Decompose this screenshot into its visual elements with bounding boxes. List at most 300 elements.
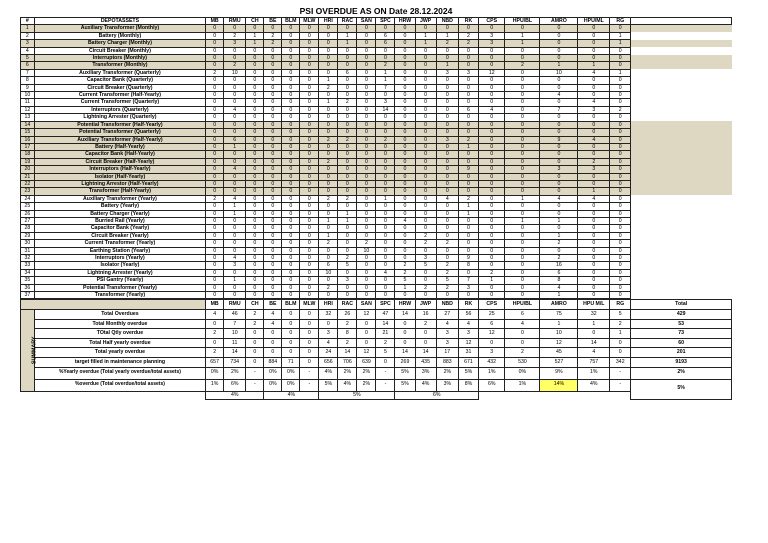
value-cell: 2 — [319, 284, 338, 291]
value-cell: 0 — [264, 173, 282, 180]
summary-value: 0 — [282, 338, 300, 348]
column-header: DEPOTASSETS — [34, 18, 205, 25]
summary-column-header: RK — [458, 300, 478, 310]
value-cell: 2 — [395, 262, 415, 269]
value-cell: 0 — [436, 143, 458, 150]
value-cell: 0 — [540, 99, 578, 106]
value-cell: 0 — [246, 188, 264, 195]
row-number: 13 — [21, 114, 35, 121]
value-cell: 0 — [264, 69, 282, 76]
spacer-cell — [631, 217, 732, 224]
value-cell: 0 — [282, 173, 300, 180]
value-cell: 0 — [264, 166, 282, 173]
value-cell: 0 — [300, 203, 319, 210]
value-cell: 8 — [458, 262, 478, 269]
value-cell: 0 — [246, 180, 264, 187]
value-cell: 0 — [264, 77, 282, 84]
summary-metric-name: Total yearly overdue — [34, 348, 205, 358]
value-cell: 0 — [264, 203, 282, 210]
value-cell: 1 — [540, 292, 578, 299]
summary-row — [21, 348, 732, 358]
asset-name: Potential Transformer (Yearly) — [34, 284, 205, 291]
summary-value: 0 — [206, 319, 224, 329]
value-cell: 0 — [505, 247, 540, 254]
table-row — [21, 188, 732, 195]
value-cell: 0 — [540, 32, 578, 39]
spacer-cell — [631, 69, 732, 76]
value-cell: 6 — [376, 40, 395, 47]
table-row — [21, 114, 732, 121]
summary-value: 1 — [610, 329, 631, 339]
value-cell: 0 — [376, 47, 395, 54]
value-cell: 0 — [610, 262, 631, 269]
value-cell: 1 — [319, 77, 338, 84]
value-cell: 3 — [436, 69, 458, 76]
value-cell: 0 — [282, 210, 300, 217]
value-cell: 0 — [319, 166, 338, 173]
summary-value: 0 — [282, 329, 300, 339]
value-cell: 0 — [224, 240, 246, 247]
value-cell: 0 — [505, 106, 540, 113]
table-row — [21, 106, 732, 113]
value-cell: 0 — [505, 158, 540, 165]
table-row — [21, 62, 732, 69]
spacer-cell — [631, 92, 732, 99]
summary-value: 269 — [395, 358, 415, 368]
value-cell: 1 — [505, 32, 540, 39]
value-cell: 0 — [300, 173, 319, 180]
value-cell: 1 — [224, 210, 246, 217]
value-cell: 0 — [479, 292, 505, 299]
value-cell: 0 — [282, 203, 300, 210]
asset-name: Potential Transformer (Quarterly) — [34, 129, 205, 136]
value-cell: 0 — [282, 217, 300, 224]
spacer-cell — [631, 77, 732, 84]
summary-column-header: HRI — [319, 300, 338, 310]
column-header: HRI — [319, 18, 338, 25]
column-header: CH — [246, 18, 264, 25]
summary-value: 2 — [246, 310, 264, 320]
table-row — [21, 284, 732, 291]
value-cell: 0 — [224, 25, 246, 32]
value-cell: 0 — [206, 114, 224, 121]
value-cell: 0 — [300, 292, 319, 299]
summary-row — [21, 319, 732, 329]
summary-value: 4% — [319, 367, 338, 379]
value-cell: 0 — [376, 151, 395, 158]
value-cell: 0 — [282, 136, 300, 143]
value-cell: 0 — [282, 240, 300, 247]
value-cell: 0 — [415, 166, 436, 173]
value-cell: 0 — [505, 151, 540, 158]
spacer-cell — [631, 292, 732, 299]
summary-metric-name: target filled in maintenance planning — [34, 358, 205, 368]
summary-value: 0 — [246, 338, 264, 348]
value-cell: 1 — [246, 40, 264, 47]
summary-value: 0 — [246, 358, 264, 368]
value-cell: 0 — [376, 173, 395, 180]
value-cell: 0 — [357, 106, 376, 113]
value-cell: 0 — [224, 188, 246, 195]
asset-name: Battery Charger (Yearly) — [34, 210, 205, 217]
value-cell: 0 — [376, 247, 395, 254]
value-cell: 0 — [224, 121, 246, 128]
value-cell: 0 — [300, 47, 319, 54]
value-cell: 0 — [246, 99, 264, 106]
value-cell: 4 — [578, 69, 610, 76]
summary-value: 527 — [540, 358, 578, 368]
value-cell: 0 — [505, 77, 540, 84]
value-cell: 0 — [395, 25, 415, 32]
row-number: 3 — [21, 40, 35, 47]
value-cell: 0 — [300, 188, 319, 195]
summary-value: 429 — [631, 310, 732, 320]
value-cell: 0 — [578, 121, 610, 128]
summary-value: 0% — [206, 367, 224, 379]
value-cell: 3 — [415, 255, 436, 262]
value-cell: 0 — [300, 166, 319, 173]
value-cell: 2 — [610, 106, 631, 113]
value-cell: 0 — [458, 217, 478, 224]
value-cell: 4 — [224, 255, 246, 262]
value-cell: 0 — [395, 32, 415, 39]
value-cell: 0 — [578, 32, 610, 39]
spacer-cell — [631, 18, 732, 25]
value-cell: 0 — [436, 25, 458, 32]
summary-value: 757 — [578, 358, 610, 368]
value-cell: 0 — [610, 247, 631, 254]
table-row — [21, 143, 732, 150]
value-cell: 0 — [479, 143, 505, 150]
value-cell: 0 — [246, 247, 264, 254]
value-cell: 0 — [436, 166, 458, 173]
asset-name: Current Transformer (Half-Yearly) — [34, 92, 205, 99]
value-cell: 0 — [395, 99, 415, 106]
row-number: 36 — [21, 284, 35, 291]
value-cell: 0 — [610, 92, 631, 99]
summary-value: 3% — [415, 367, 436, 379]
summary-value: 8% — [458, 379, 478, 391]
value-cell: 0 — [415, 195, 436, 202]
value-cell: 0 — [264, 99, 282, 106]
value-cell: 0 — [436, 210, 458, 217]
summary-value: - — [246, 379, 264, 391]
value-cell: 0 — [246, 232, 264, 239]
table-row — [21, 232, 732, 239]
value-cell: 0 — [246, 114, 264, 121]
group-percent: 6% — [395, 391, 479, 399]
value-cell: 2 — [540, 240, 578, 247]
row-number: 9 — [21, 84, 35, 91]
value-cell: 0 — [246, 166, 264, 173]
summary-value: 14 — [376, 319, 395, 329]
value-cell: 0 — [319, 225, 338, 232]
spacer-cell — [631, 62, 732, 69]
summary-value: 5% — [319, 379, 338, 391]
value-cell: 0 — [224, 225, 246, 232]
value-cell: 2 — [338, 255, 357, 262]
summary-value: 24 — [319, 348, 338, 358]
summary-value: 75 — [540, 310, 578, 320]
table-row — [21, 84, 732, 91]
value-cell: 0 — [395, 210, 415, 217]
value-cell: 0 — [264, 240, 282, 247]
value-cell: 0 — [578, 284, 610, 291]
summary-value: - — [246, 367, 264, 379]
value-cell: 0 — [479, 84, 505, 91]
asset-name: Burried Rail (Yearly) — [34, 217, 205, 224]
value-cell: 0 — [610, 284, 631, 291]
summary-value: 2% — [631, 367, 732, 379]
summary-metric-name: TOtal Qtly overdue — [34, 329, 205, 339]
value-cell: 0 — [479, 121, 505, 128]
table-row — [21, 32, 732, 39]
value-cell: 0 — [264, 269, 282, 276]
summary-value: 2 — [415, 319, 436, 329]
table-row — [21, 217, 732, 224]
spacer-cell — [631, 210, 732, 217]
summary-value: 2 — [610, 319, 631, 329]
value-cell: 0 — [246, 121, 264, 128]
asset-name: Circuit Breaker (Half-Yearly) — [34, 158, 205, 165]
value-cell: 2 — [319, 195, 338, 202]
value-cell: 0 — [479, 173, 505, 180]
value-cell: 1 — [319, 232, 338, 239]
value-cell: 2 — [319, 136, 338, 143]
value-cell: 0 — [264, 262, 282, 269]
value-cell: 0 — [264, 62, 282, 69]
row-number: 35 — [21, 277, 35, 284]
value-cell: 0 — [224, 55, 246, 62]
sheet-title: PSI OVERDUE AS ON Date 28.12.2024 — [299, 6, 453, 16]
value-cell: 0 — [376, 92, 395, 99]
value-cell: 0 — [338, 292, 357, 299]
value-cell: 0 — [264, 47, 282, 54]
value-cell: 0 — [282, 143, 300, 150]
value-cell: 0 — [282, 129, 300, 136]
summary-value: 3 — [319, 329, 338, 339]
value-cell: 0 — [578, 92, 610, 99]
value-cell: 0 — [479, 158, 505, 165]
summary-value: 734 — [224, 358, 246, 368]
value-cell: 0 — [357, 69, 376, 76]
table-row — [21, 166, 732, 173]
row-number: 23 — [21, 188, 35, 195]
value-cell: 4 — [540, 284, 578, 291]
table-row — [21, 121, 732, 128]
value-cell: 0 — [357, 210, 376, 217]
value-cell: 0 — [357, 143, 376, 150]
value-cell: 0 — [224, 151, 246, 158]
summary-value: - — [300, 379, 319, 391]
column-header: NBD — [436, 18, 458, 25]
value-cell: 0 — [264, 25, 282, 32]
summary-row — [21, 379, 732, 391]
value-cell: 0 — [300, 143, 319, 150]
value-cell: 0 — [610, 151, 631, 158]
value-cell: 0 — [376, 143, 395, 150]
value-cell: 0 — [206, 232, 224, 239]
value-cell: 0 — [540, 143, 578, 150]
value-cell: 0 — [300, 114, 319, 121]
value-cell: 0 — [479, 203, 505, 210]
value-cell: 0 — [338, 129, 357, 136]
row-number: 34 — [21, 269, 35, 276]
value-cell: 0 — [264, 195, 282, 202]
value-cell: 2 — [415, 240, 436, 247]
summary-value: 12 — [357, 348, 376, 358]
summary-value: 0 — [578, 329, 610, 339]
asset-name: Circuit Breaker (Yearly) — [34, 232, 205, 239]
value-cell: 0 — [206, 166, 224, 173]
summary-value: 201 — [631, 348, 732, 358]
value-cell: 0 — [479, 136, 505, 143]
value-cell: 0 — [610, 203, 631, 210]
summary-value: 14% — [540, 379, 578, 391]
value-cell: 0 — [300, 136, 319, 143]
value-cell: 0 — [282, 277, 300, 284]
summary-value: 4% — [415, 379, 436, 391]
summary-value: 2% — [357, 367, 376, 379]
summary-column-header: BLM — [282, 300, 300, 310]
summary-value: 0 — [300, 310, 319, 320]
value-cell: 3 — [578, 166, 610, 173]
value-cell: 0 — [395, 92, 415, 99]
asset-name: Transformer (Monthly) — [34, 62, 205, 69]
value-cell: 0 — [578, 225, 610, 232]
summary-column-header: SAN — [357, 300, 376, 310]
value-cell: 0 — [436, 129, 458, 136]
summary-value: 73 — [631, 329, 732, 339]
summary-column-header: AMRO — [540, 300, 578, 310]
value-cell: 0 — [578, 151, 610, 158]
spacer-cell — [631, 99, 732, 106]
value-cell: 3 — [458, 284, 478, 291]
summary-value: 8 — [338, 329, 357, 339]
value-cell: 0 — [357, 203, 376, 210]
value-cell: 0 — [415, 180, 436, 187]
value-cell: 2 — [319, 84, 338, 91]
value-cell: 0 — [224, 232, 246, 239]
spacer-cell — [631, 277, 732, 284]
value-cell: 0 — [206, 188, 224, 195]
spacer-cell — [631, 32, 732, 39]
value-cell: 0 — [458, 99, 478, 106]
value-cell: 0 — [206, 143, 224, 150]
summary-value: 0 — [357, 338, 376, 348]
value-cell: 0 — [246, 62, 264, 69]
value-cell: 0 — [224, 77, 246, 84]
value-cell: 0 — [458, 84, 478, 91]
value-cell: 0 — [479, 114, 505, 121]
value-cell: 0 — [206, 240, 224, 247]
value-cell: 0 — [436, 47, 458, 54]
value-cell: 7 — [376, 84, 395, 91]
table-row — [21, 247, 732, 254]
value-cell: 0 — [436, 173, 458, 180]
value-cell: 0 — [264, 225, 282, 232]
value-cell: 0 — [282, 284, 300, 291]
value-cell: 0 — [300, 210, 319, 217]
value-cell: 0 — [206, 151, 224, 158]
value-cell: 0 — [300, 195, 319, 202]
value-cell: 0 — [282, 247, 300, 254]
value-cell: 0 — [357, 114, 376, 121]
column-header: BLM — [282, 18, 300, 25]
column-header: AMRO — [540, 18, 578, 25]
value-cell: 0 — [300, 277, 319, 284]
value-cell: 0 — [246, 195, 264, 202]
summary-value: 883 — [436, 358, 458, 368]
value-cell: 0 — [610, 99, 631, 106]
summary-column-header: RG — [610, 300, 631, 310]
value-cell: 0 — [376, 277, 395, 284]
value-cell: 0 — [578, 47, 610, 54]
value-cell: 2 — [338, 99, 357, 106]
summary-value: 31 — [458, 348, 478, 358]
value-cell: 0 — [264, 247, 282, 254]
value-cell: 3 — [376, 99, 395, 106]
value-cell: 0 — [458, 55, 478, 62]
value-cell: 0 — [282, 292, 300, 299]
value-cell: 0 — [458, 129, 478, 136]
value-cell: 0 — [505, 188, 540, 195]
value-cell: 0 — [479, 151, 505, 158]
value-cell: 0 — [458, 158, 478, 165]
value-cell: 0 — [206, 77, 224, 84]
asset-name: PSI Gantry (Yearly) — [34, 277, 205, 284]
value-cell: 0 — [282, 121, 300, 128]
value-cell: 0 — [224, 269, 246, 276]
summary-value: 0% — [264, 367, 282, 379]
value-cell: 0 — [415, 158, 436, 165]
row-number: 8 — [21, 77, 35, 84]
value-cell: 0 — [578, 114, 610, 121]
value-cell: 0 — [264, 284, 282, 291]
value-cell: 0 — [540, 47, 578, 54]
value-cell: 0 — [338, 114, 357, 121]
row-number: 24 — [21, 195, 35, 202]
value-cell: 2 — [319, 158, 338, 165]
value-cell: 0 — [479, 240, 505, 247]
value-cell: 0 — [505, 114, 540, 121]
value-cell: 5 — [415, 262, 436, 269]
row-number: 4 — [21, 47, 35, 54]
value-cell: 3 — [540, 166, 578, 173]
value-cell: 2 — [206, 195, 224, 202]
summary-value: 656 — [319, 358, 338, 368]
value-cell: 0 — [319, 32, 338, 39]
value-cell: 10 — [357, 247, 376, 254]
value-cell: 0 — [578, 77, 610, 84]
value-cell: 2 — [458, 136, 478, 143]
value-cell: 0 — [540, 151, 578, 158]
value-cell: 0 — [415, 292, 436, 299]
value-cell: 0 — [578, 180, 610, 187]
value-cell: 0 — [357, 77, 376, 84]
value-cell: 0 — [505, 284, 540, 291]
value-cell: 2 — [338, 195, 357, 202]
summary-value: 0 — [282, 310, 300, 320]
value-cell: 0 — [436, 151, 458, 158]
value-cell: 0 — [338, 55, 357, 62]
value-cell: 0 — [319, 92, 338, 99]
value-cell: 2 — [376, 136, 395, 143]
value-cell: 0 — [436, 158, 458, 165]
summary-value: 0 — [246, 348, 264, 358]
value-cell: 0 — [338, 151, 357, 158]
value-cell: 0 — [505, 180, 540, 187]
